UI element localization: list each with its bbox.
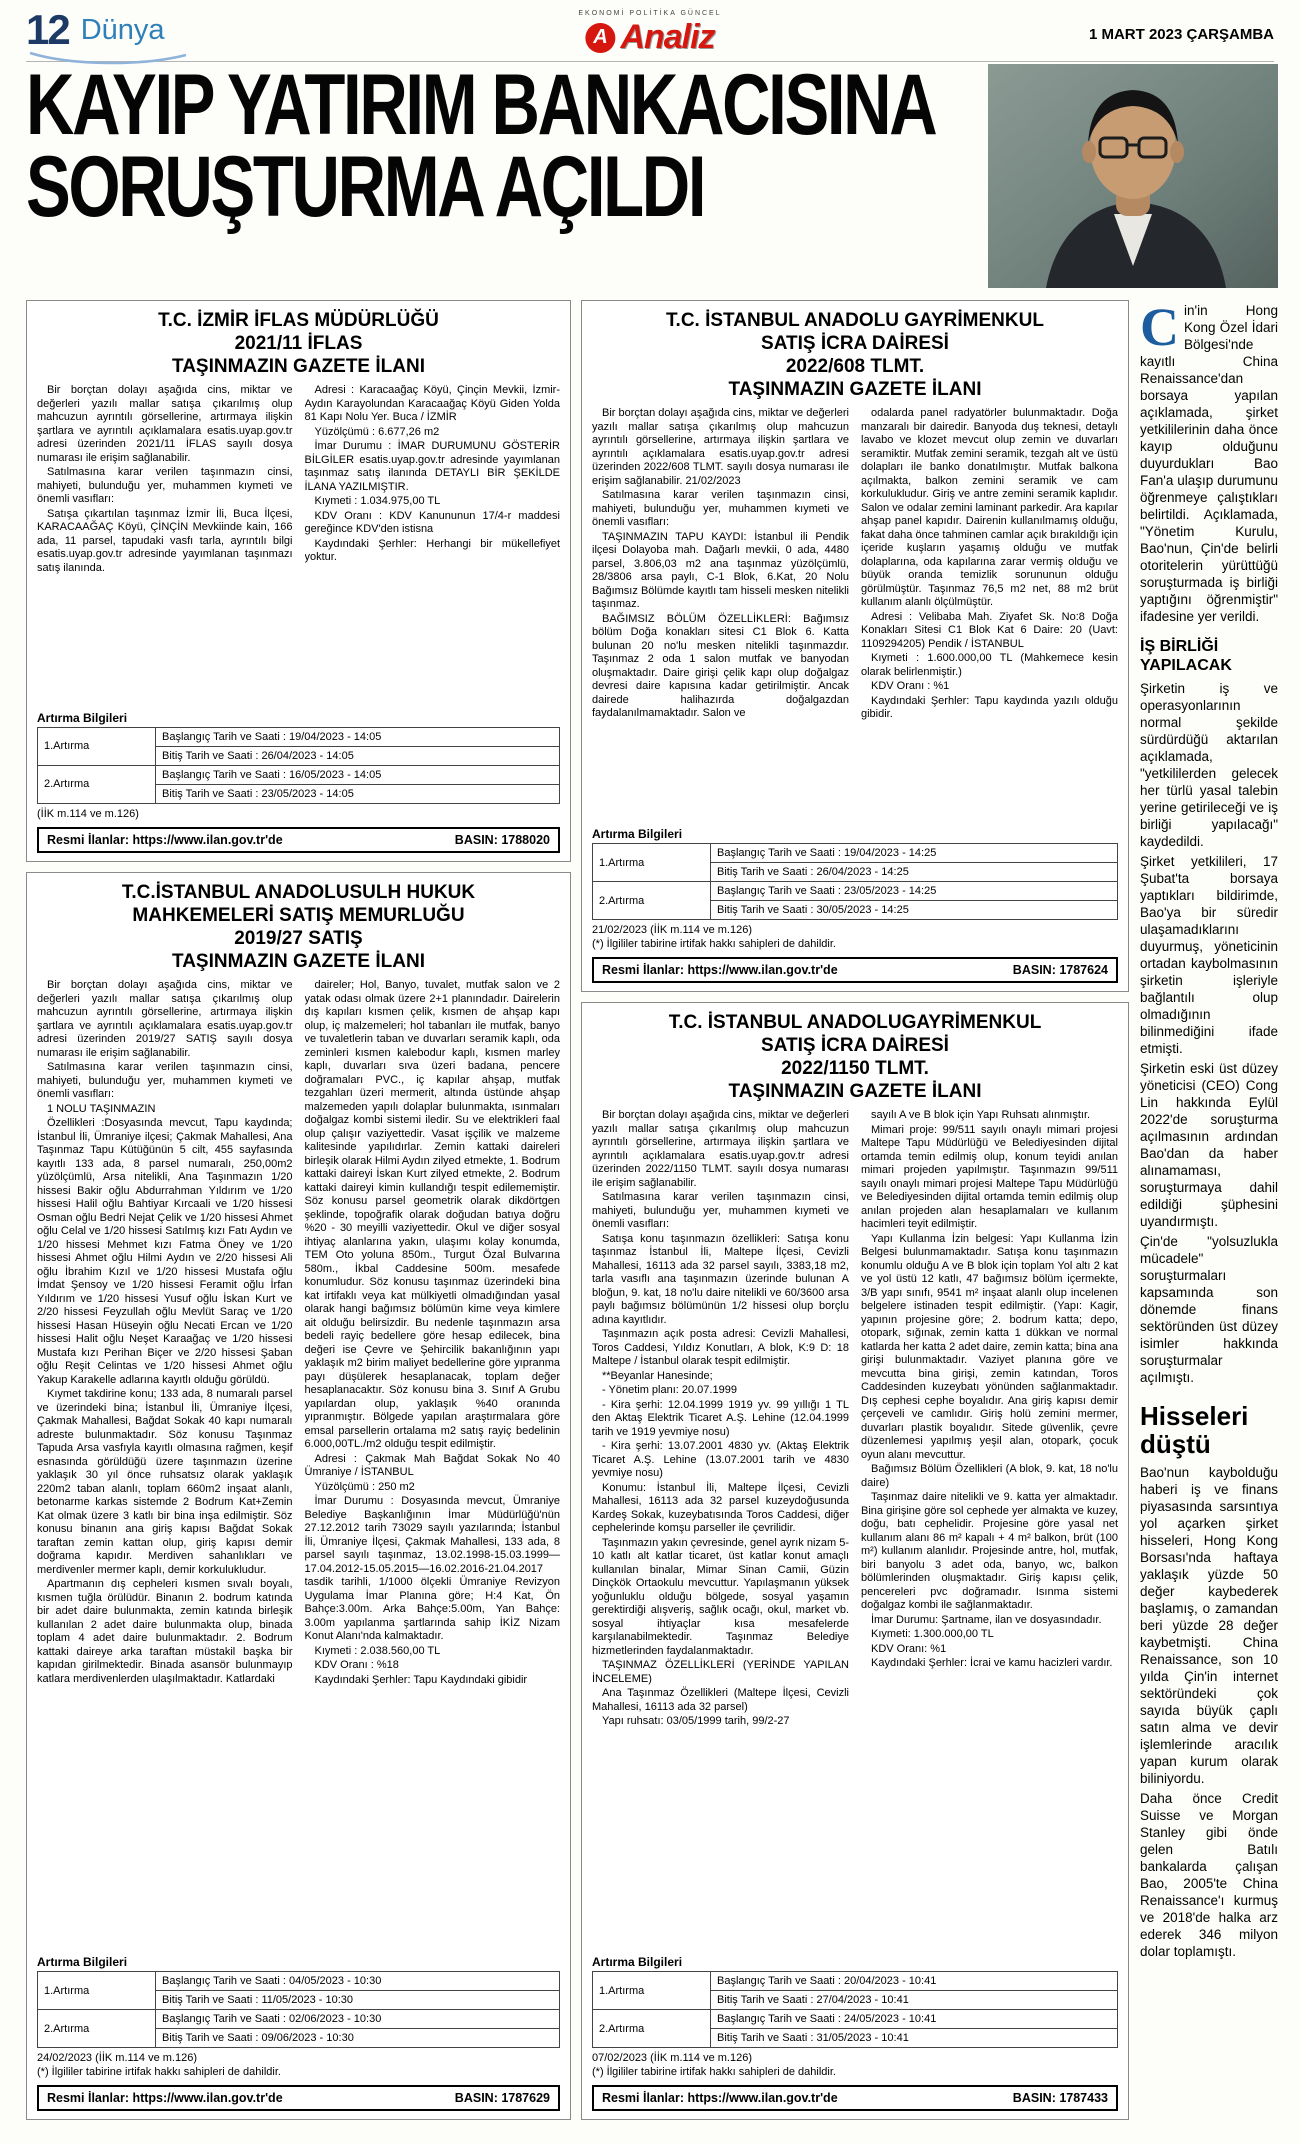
- auction-start-cell: Başlangıç Tarih ve Saati : 20/04/2023 - 10:41: [711, 1972, 1118, 1991]
- paragraph: Yüzölçümü : 6.677,26 m2: [314, 425, 440, 438]
- paragraph: Kıymeti : 2.038.560,00 TL: [314, 1644, 441, 1657]
- auction-info-label: Artırma Bilgileri: [37, 1955, 128, 1969]
- auction-end-cell: Bitiş Tarih ve Saati : 26/04/2023 - 14:05: [156, 746, 560, 765]
- logo-tagline: EKONOMİ POLİTİKA GÜNCEL: [578, 10, 722, 17]
- paragraph: - Kira şerhi: 12.04.1999 1919 yv. 99 yıllığı 1 TL den Aktaş Elektrik Ticaret A.Ş. Lehine (12.04.1999 tarih ve 1919 yevmiye nosu): [592, 1398, 849, 1438]
- paragraph: Mimari proje: 99/511 sayılı onaylı mimari projesi Maltepe Tapu Müdürlüğü ve Belediyesinden dijital ortamda temin edilmiş olup, konum teyidi anılan mimari projeden yapılmıştır. Taşınmazın 99/511 sayılı onaylı mimari projesi Maltepe Tapu Müdürlüğü ve Belediyesinden dijital ortamda temin edilmiş olup anılan projeden alan hesaplamaları ve kullanım hacimleri teyit edilmiştir.: [861, 1123, 1118, 1230]
- basin-number: BASIN: 1788020: [454, 833, 550, 847]
- notice-body: [592, 407, 1118, 822]
- paragraph: KDV Oranı : %18: [314, 1659, 399, 1671]
- paragraph: Kıymet takdirine konu; 133 ada, 8 numaralı parsel ve üzerindeki bina; İstanbul İli, Ümraniye İlçesi, Çakmak Mahallesi, Bağdat Sokak 40 kapı numaralı adreste bulunmaktadır. Söz konusu Taşınmaz Tapuda Arsa vasfıyla kayıtlı olmasına rağmen, keşif esnasında görüldüğü üzere taşınmazın üzerine yaklaşık 30 yıl önce ruhsatsız olarak yaklaşık 220m2 taban alanlı, toplam 660m2 inşaat alanlı, betonarme karkas sistemde 2 Bodrum Kat+Zemin Kat olmak üzere 3 katlı bir bina inşa edilmiştir. Söz konusu binanın ana giriş kapısı Bağdat Sokak taraftan zemin kattan olup, giriş kapısı demir doğrama kapıdır. Merdiven sahanlıkları ve merdivenler mermer kaplı, demir korkulukludur.: [37, 1388, 293, 1576]
- portrait-illustration: [988, 64, 1278, 288]
- notice-footer: [37, 2085, 560, 2111]
- auction-end-cell: Bitiş Tarih ve Saati : 30/05/2023 - 14:25: [711, 901, 1118, 920]
- auction-info-label: Artırma Bilgileri: [37, 710, 128, 725]
- paragraph: Satılmasına karar verilen taşınmazın cinsi, mahiyeti, bulunduğu yer, muhammen kıymeti ve önemli vasıfları:: [37, 466, 293, 505]
- auction-row-name: 1.Artırma: [38, 727, 156, 765]
- page-number: 12: [26, 6, 69, 53]
- auction-table: [37, 727, 560, 804]
- auction-end-cell: Bitiş Tarih ve Saati : 26/04/2023 - 14:25: [711, 863, 1118, 882]
- auction-end-cell: Bitiş Tarih ve Saati : 11/05/2023 - 10:30: [156, 1991, 560, 2010]
- notice-title-line: 2021/11 İFLAS: [234, 333, 363, 354]
- paragraph: Şirketin eski üst düzey yöneticisi (CEO) Cong Lin hakkında Eylül 2022'de soruşturma açılmasının ardından Bao'dan da haber alınamaması, soruşturmaya dahil edildiği şüphesini uyandırmıştı.: [1140, 1061, 1278, 1229]
- notice-footer: [37, 827, 560, 853]
- logo-text: Analiz: [620, 18, 715, 56]
- auction-row-name: 1.Artırma: [38, 1972, 156, 2010]
- auction-start-cell: Başlangıç Tarih ve Saati : 16/05/2023 - 14:05: [156, 765, 560, 784]
- paragraph: Bir borçtan dolayı aşağıda cins, miktar ve değerleri yazılı mallar satışa çıkarılmış olup mahcuzun ayrıntılı görsellerine, artırmaya ilişkin şartlara ve ayrıntılı açıklamalara esatis.uyap.gov.tr adresi üzerinden 2019/27 SATIŞ sayılı dosya numarası ile erişim sağlanabilir.: [37, 979, 293, 1059]
- notice-title: [37, 881, 560, 973]
- paragraph: Yapı ruhsatı: 03/05/1999 tarih, 99/2-27: [602, 1715, 790, 1727]
- notice-column-2: [861, 1109, 1118, 1950]
- note-line: (*) İlgililer tabirine irtifak hakkı sahipleri de dahildir.: [592, 2065, 836, 2078]
- notice-footer: [592, 957, 1118, 983]
- auction-end-cell: Bitiş Tarih ve Saati : 23/05/2023 - 14:05: [156, 784, 560, 803]
- paragraph: sayılı A ve B blok için Yapı Ruhsatı alınmıştır.: [871, 1109, 1091, 1121]
- auction-table: [592, 843, 1118, 920]
- paragraph: Adresi : Karacaağaç Köyü, Çinçin Mevkii, İzmir-Aydın Karayolundan Karacaağaç Köyü Giden Yolda 81 Kapı Nolu Yer. Buca / İZMİR: [304, 384, 560, 423]
- notice-title-line: 2019/27 SATIŞ: [234, 928, 363, 949]
- paragraph: Konumu: İstanbul İli, Maltepe İlçesi, Cevizli Mahallesi, 16113 ada 32 parsel kuzeydoğusunda Kardeş Sokak, kuzeybatısında Toros Caddesi, diğer cephelerinde komşu parseller ile çevrilidir.: [592, 1481, 849, 1534]
- auction-row-name: 1.Artırma: [593, 1972, 711, 2010]
- notice-notes: [592, 924, 1118, 951]
- paragraph: Bir borçtan dolayı aşağıda cins, miktar ve değerleri yazılı mallar satışa çıkarılmış olup mahcuzun ayrıntılı görsellerine, artırmaya ilişkin şartlara ve ayrıntılı açıklamalara esatis.uyap.gov.tr adresi üzerinden 2021/11 İFLAS sayılı dosya numarası ile erişim sağlanabilir.: [37, 384, 293, 464]
- resmi-ilanlar-url: Resmi İlanlar: https://www.ilan.gov.tr'de: [602, 963, 838, 977]
- sidebar-subhead-hisseler: Hisseleri düştü: [1140, 1401, 1249, 1459]
- paragraph: Şirket yetkilileri, 17 Şubat'ta borsaya yaptıkları bildirimde, Bao'ya bir süredir ulaşamadıklarını duyurmuş, yöneticinin ortadan kaybolmasının şirketin işleriyle bağlantılı olup olmadığının bilinmediğini ifade etmişti.: [1140, 854, 1278, 1056]
- paragraph: **Beyanlar Hanesinde;: [602, 1369, 713, 1382]
- paragraph: Bağımsız Bölüm Özellikleri (A blok, 9. kat, 18 no'lu daire): [861, 1463, 1118, 1489]
- legal-notice-anadolu-1150: [581, 1002, 1129, 2120]
- paragraph: Çin'de "yolsuzlukla mücadele" soruşturmaları kapsamında son dönemde finans sektöründen üst düzey isimler hakkında soruşturmalar açılmıştı.: [1140, 1234, 1278, 1385]
- paragraph: Özellikleri :Dosyasında mevcut, Tapu kaydında; İstanbul İli, Ümraniye ilçesi; Çakmak Mahallesi, Ana Taşınmaz Tapu Kütüğünün 5 cilt, 455 sayfasında kayıtlı 133 ada, 8 parsel numaralı, 250,00m2 yüzölçümlü, Arsa nitelikli, Ana Taşınmazın 1/20 hissesi Bakir oğlu Abdurrahman Yıldırım ve 1/20 hissesi Halil oğlu Bahtiyar Kırcaali ve 1/20 hissesi Osman oğlu Bedri Nejat Çelik ve 1/20 hissesi Ahmet oğlu Celal ve 1/20 hissesi Satılmış kızı Fatı Aydın ve 1/20 hissesi Mehmet kızı Fatma Öney ve 1/20 hissesi Ahmet oğlu Hilmi Aydın ve 2/20 hissesi Ali oğlu İbrahim Kızıl ve 1/20 hissesi Mustafa oğlu İmdat Şensoy ve 1/20 hissesi Feramit oğlu İrfan Yıldırım ve 1/20 hissesi Yusuf oğlu İskan Kurt ve 2/20 hissesi Feyzullah oğlu Mevlüt Saraç ve 1/20 hissesi Hasan Hüseyin oğlu Necati Ercan ve 1/20 hissesi Halit oğlu Neşet Karaağaç ve 1/20 hissesi Mustafa kızı Perihan Biçer ve 2/20 hissesi Şaban oğlu Reşit Celintas ve 1/20 hissesi Ahmet oğlu Yakup Karakelle adlarına kayıtlı olduğu görüldü.: [37, 1117, 293, 1386]
- auction-end-cell: Bitiş Tarih ve Saati : 31/05/2023 - 10:41: [711, 2029, 1118, 2048]
- headline-line-1: KAYIP YATIRIM BANKACISINA: [26, 57, 936, 153]
- paragraph: Bao'nun kaybolduğu haberi iş ve finans piyasasında sarsıntıya yol açarken şirket hisseleri, Hong Kong Borsası'nda haftaya yaklaşık yüzde 50 değer kaybederek başlamış, o zamandan beri yüzde 28 değer kaybetmişti. China Renaissance, son 10 yılda Çin'in internet sektöründeki çok sayıda büyük çaplı satın alma ve devir işlemlerinde aracılık yapan kurum olarak biliniyordu.: [1140, 1465, 1278, 1786]
- resmi-ilanlar-url: Resmi İlanlar: https://www.ilan.gov.tr'de: [47, 2091, 283, 2105]
- paragraph: daireler; Hol, Banyo, tuvalet, mutfak salon ve 2 yatak odası olmak üzere 2+1 planındadır. Dairelerin dış kapıları kısmen çelik, kısmen de ahşap kapı olup, iç malzemeleri; hol tabanları ile mutfak, banyo ve tuvaletlerin taban ve duvarları seramik kaplı, oda zeminleri kısmen kalebodur kaplı, kısmen marley kaplı, duvarları sıva üzeri badana, pencere doğramaları PVC., iç kapılar ahşap, mutfak tezgahları üzeri mermerit, altında üstünde ahşap malzemeden yapılı dolaplar bulunmakta, ısınmaları doğalgaz kombi sistemi iledir. Su ve elektrikleri faal olup çalışır vaziyettedir. Vasat işçilik ve malzeme kalitesinde yapılıdırlar. Zemin kattaki daireleri birleşik olarak Hilmi Aydın zilyed etmekte, 1. Bodrum kattaki daireyi İskan Kurt zilyed etmekte, 2. Bodrum kattaki daireyi kimin kullandığı tespit edilememiştir. Söz konusu parsel geometrik olarak dikdörtgen şeklinde, topoğrafik olarak doğudan batıya doğru %20 - 30 meyilli vaziyettedir. Okul ve diğer sosyal ihtiyaç alanlarına yakın, ulaşımı kolay konumda, TEM Oto yoluna 850m., Turgut Özal Bulvarına 580m., İkbal Caddesine 500m. mesafede konumludur. Söz konusu taşınmaz üzerindeki bina kat irtifaklı veya kat mülkiyetli olmadığından yasal olarak hangi bağımsız bölümün kime veya kimlere ait olduğu belirsizdir. Bu nedenle taşınmazın arsa bedeli rayiç bedellere göre hesap edilecek, bina değeri ise Çevre ve Şehircilik bakanlığının yapı yaklaşık m2 birim maliyet bedellerine göre yıpranma payı düşülerek hesaplanacak, toplam değer hesaplanacaktır. Söz konusu bina 3. Sınıf A Grubu yapılardan olup, yaklaşık %40 oranında yıpranmıştır. Bölgede yapılan araştırmalara göre emsal parsellerin ortalama m2 satış rayiç bedelinin 6.000,00TL./m2 olduğu tespit edilmiştir.: [304, 979, 560, 1450]
- notice-title-line: T.C.İSTANBUL ANADOLUSULH HUKUK: [121, 882, 476, 903]
- paragraph: Kaydındaki Şerhler: Tapu Kaydındaki gibidir: [314, 1673, 528, 1686]
- paragraph: BAĞIMSIZ BÖLÜM ÖZELLİKLERİ: Bağımsız bölüm Doğa konakları sitesi C1 Blok 6. Katta bulunan 20 no'lu mesken nitelikli taşınmazdır. Taşınmaz 2 oda 1 salon mutfak ve banyodan oluşmaktadır. Daire girişi çelik kapı olup doğalgaz devresi daire kapısına kadar getirilmiştir. Ancak dairede halihazırda doğalgazdan faydalanılmamaktadır. Salon ve: [592, 612, 849, 719]
- auction-start-cell: Başlangıç Tarih ve Saati : 04/05/2023 - 10:30: [156, 1972, 560, 1991]
- paragraph: Satılmasına karar verilen taşınmazın cinsi, mahiyeti, bulunduğu yer, muhammen kıymeti ve önemli vasıfları:: [592, 1191, 849, 1230]
- note-line: 07/02/2023 (İİK m.114 ve m.126): [592, 2052, 752, 2064]
- paragraph: odalarda panel radyatörler bulunmaktadır. Doğa manzaralı bir dairedir. Banyoda duş teknesi, detaylı lavabo ve klozet mevcut olup zemin ve duvarları seramiktir. Mutfak zemini seramik, tezgah alt ve üstü dolapları ile banko donatılmıştır. Mutfak balkona açılmakta, balkon zemini seramik ve cam korkulukludur. Giriş ve antre zemini seramik kaplıdır. Salon ve odalar zemini laminant parkedir. Ara kapılar ahşap panel kapıdır. Dairenin kullanılmamış olduğu, fakat daha önce tahminen camlar açık bırakıldığı için içeride kuşların yaşamış olduğu ve mutfak dolaplarına, oda kapılarına zarar vermiş olduğu ve büyük oranda temizlik sorununun olduğu görülmüştür. Taşınmaz 76,5 m2 net, 88 m2 brüt kullanım alanlı ölçülmüştür.: [861, 407, 1118, 608]
- drop-cap: C: [1140, 302, 1179, 357]
- news-sidebar: [1140, 302, 1278, 2120]
- paragraph: Satışa çıkartılan taşınmaz İzmir İli, Buca İlçesi, KARACAAĞAÇ Köyü, ÇİNÇİN Mevkiinde kain, 166 ada, 11 parsel, tapudaki vasfı tarla, ayrıntılı bilgi esatis.uyap.gov.tr adresinde yayımlanan taşınmazı satış ilanında.: [37, 507, 293, 574]
- notice-body: [592, 1109, 1118, 1950]
- sidebar-lead-paragraph: [1140, 302, 1278, 625]
- notice-column-2: [305, 979, 561, 1950]
- notice-column-2: [861, 407, 1118, 822]
- auction-start-cell: Başlangıç Tarih ve Saati : 23/05/2023 - 14:25: [711, 882, 1118, 901]
- section-name: Dünya: [80, 14, 165, 46]
- notice-title-line: 2022/608 TLMT.: [785, 356, 925, 377]
- paragraph: Kıymeti : 1.600.000,00 TL (Mahkemece kesin olarak belirlenmiştir.): [861, 652, 1118, 678]
- paragraph: KDV Oranı: %1: [871, 1642, 947, 1655]
- notice-column-1: [592, 407, 849, 822]
- auction-row-name: 2.Artırma: [38, 765, 156, 803]
- paragraph: Kıymeti: 1.300.000,00 TL: [871, 1628, 994, 1640]
- notice-title-line: T.C. İZMİR İFLAS MÜDÜRLÜĞÜ: [158, 310, 439, 331]
- sidebar-section-2: [1140, 1464, 1278, 1960]
- notice-title-line: SATIŞ İCRA DAİRESİ: [761, 1035, 949, 1056]
- resmi-ilanlar-url: Resmi İlanlar: https://www.ilan.gov.tr'de: [47, 833, 283, 847]
- paragraph: Kaydındaki Şerhler: İcrai ve kamu hacizleri vardır.: [871, 1657, 1113, 1669]
- auction-start-cell: Başlangıç Tarih ve Saati : 19/04/2023 - 14:25: [711, 844, 1118, 863]
- main-headline: [26, 57, 1026, 235]
- masthead-left: [26, 8, 165, 52]
- paragraph: TAŞINMAZIN TAPU KAYDI: İstanbul ili Pendik ilçesi Dolayoba mah. Dağarlı mevkii, 0 ada, 4480 parsel, 3.806,03 m2 ana taşınmaz yüzölçümlü, 28/3806 arsa paylı, C-1 Blok, 6.Kat, 20 Nolu Bağımsız Bölümde kayıtlı tam hisseli mesken nitelikli taşınmaz.: [592, 530, 849, 610]
- logo-row: [578, 18, 721, 57]
- notice-column-1: [37, 384, 293, 706]
- notice-title: [592, 1011, 1118, 1103]
- notice-title-line: TAŞINMAZIN GAZETE İLANI: [728, 1081, 982, 1102]
- legal-notice-izmir-iflas: [26, 300, 571, 862]
- sidebar-section-1: [1140, 680, 1278, 1386]
- notice-notes: [592, 2052, 1118, 2079]
- notice-column-1: [37, 979, 293, 1950]
- basin-number: BASIN: 1787433: [1012, 2091, 1108, 2105]
- paragraph: Yapı Kullanma İzin belgesi: Yapı Kullanma İzin Belgesi bulunmamaktadır. Satışa konu taşınmazın konumlu olduğu A ve B blok için toplam Yol altı 2 kat ve yol üstü 12 katlı, 47 bağımsız bölüm içermekte, 3/B yapı sınıfı, 9541 m² inşaat alanlı olup incelenen belgelere istinaden tespit edilmiştir. (Yapı: Kagir, yapının projesine göre; 2. bodrum katta; depo, otopark, sığınak, zemin katta 1 dükkan ve normal katlarda her katta 2 adet daire, zemin katta; bina ana girişi bulunmaktadır. Vaziyet planına göre ve mevcutta bina girişi, zemin katından, Toros Caddesinden kuzeybatı yönünden sağlanmaktadır. Dış cephesi cephe boyalıdır. Ana giriş kapısı demir çerçeveli ve camlıdır. Giriş holü zemini mermer, duvarları plastik boyalıdır. Sitede güvenlik, çevre düzenlemesi yapılmış yeşil alan, otopark, çocuk oyun alanı mevcuttur.: [861, 1232, 1118, 1461]
- auction-row-name: 2.Artırma: [593, 2010, 711, 2048]
- paragraph: KDV Oranı : %1: [871, 680, 950, 692]
- notice-title-line: TAŞINMAZIN GAZETE İLANI: [172, 356, 425, 377]
- paragraph: KDV Oranı : KDV Kanununun 17/4-r maddesi gereğince KDV'den istisna: [304, 509, 560, 535]
- note-line: (İİK m.114 ve m.126): [37, 807, 139, 820]
- newspaper-logo: [578, 10, 721, 57]
- notice-title-line: MAHKEMELERİ SATIŞ MEMURLUĞU: [132, 905, 465, 926]
- notice-notes: [37, 2052, 560, 2079]
- notice-title: [37, 309, 560, 378]
- auction-info-label: Artırma Bilgileri: [592, 827, 683, 841]
- paragraph: Taşınmazın yakın çevresinde, genel ayrık nizam 5-10 katlı alt katlar ticaret, üst katlar konut amaçlı kullanılan binalar, Mimar Sinan Camii, Güzin Dinçkök Ortaokulu mevcuttur. Yapılaşmanın yüksek yoğunluklu olduğu bölgede, sosyal yaşamın gerektirdiği alışveriş, sağlık ocağı, okul, market vb. sosyal ihtiyaçlar kısa mesafelerde karşılanabilmektedir. Taşınmaz Belediye hizmetlerinden faydalanmaktadır.: [592, 1536, 849, 1657]
- paragraph: Satılmasına karar verilen taşınmazın cinsi, mahiyeti, bulunduğu yer, muhammen kıymeti ve önemli vasıfları:: [37, 1061, 293, 1100]
- auction-table: [37, 1971, 560, 2048]
- notice-title: [592, 309, 1118, 401]
- paragraph: Bir borçtan dolayı aşağıda cins, miktar ve değerleri yazılı mallar satışa çıkarılmış olup mahcuzun ayrıntılı görsellerine, artırmaya ilişkin şartlara ve ayrıntılı açıklamalara esatis.uyap.gov.tr adresi üzerinden 2022/1150 TLMT. sayılı dosya numarası ile erişim sağlanabilir.: [592, 1109, 849, 1189]
- logo-emblem-icon: A: [585, 23, 615, 53]
- paragraph: Kaydındaki Şerhler: Tapu kaydında yazılı olduğu gibidir.: [861, 694, 1118, 720]
- notice-footer: [592, 2085, 1118, 2111]
- auction-row-name: 2.Artırma: [38, 2010, 156, 2048]
- paragraph: Adresi : Velibaba Mah. Ziyafet Sk. No:8 Doğa Konakları Sitesi C1 Blok Kat 6 Daire: 20 (Uavt: 1109294205) Pendik / İSTANBUL: [861, 610, 1118, 650]
- paragraph: Şirketin iş ve operasyonlarının normal şekilde sürdürdüğü aktarılan açıklamada, "yetkililerden gelecek her türlü yasal talebin yerine getirileceği ve iş birliği yapılacağı" kaydedildi.: [1140, 681, 1278, 849]
- notice-title-line: 2022/1150 TLMT.: [781, 1058, 929, 1079]
- notice-title-line: TAŞINMAZIN GAZETE İLANI: [172, 951, 425, 972]
- paragraph: Adresi : Çakmak Mah Bağdat Sokak No 40 Ümraniye / İSTANBUL: [304, 1452, 560, 1478]
- auction-info-label: Artırma Bilgileri: [592, 1955, 683, 1969]
- auction-start-cell: Başlangıç Tarih ve Saati : 24/05/2023 - 10:41: [711, 2010, 1118, 2029]
- notice-body: [37, 384, 560, 706]
- paragraph: Satılmasına karar verilen taşınmazın cinsi, mahiyeti, bulunduğu yer, muhammen kıymeti ve önemli vasıfları:: [592, 489, 849, 528]
- auction-row-name: 2.Artırma: [593, 882, 711, 920]
- resmi-ilanlar-url: Resmi İlanlar: https://www.ilan.gov.tr'de: [602, 2091, 838, 2105]
- paragraph: İmar Durumu: Şartname, ilan ve dosyasındadır.: [871, 1613, 1102, 1626]
- auction-end-cell: Bitiş Tarih ve Saati : 09/06/2023 - 10:30: [156, 2029, 560, 2048]
- notice-body: [37, 979, 560, 1950]
- paragraph: Taşınmaz daire nitelikli ve 9. katta yer almaktadır. Bina girişine göre sol cephede yer almakta ve kuzey, doğu, batı cephelidir. Projesine göre yasal net kullanım alanı 86 m² kapalı + 4 m² balkon, brüt (100 m²) kullanım alanlıdır. Projesinde antre, hol, mutfak, biri banyolu 3 adet oda, banyo, wc, balkon bölümlerinden oluşmaktadır. Giriş kapısı çelik, pencereleri pvc doğramadır. Isınma sistemi doğalgaz kombi ile sağlanmaktadır.: [861, 1491, 1118, 1611]
- paragraph: 1 NOLU TAŞINMAZIN: [47, 1102, 156, 1115]
- basin-number: BASIN: 1787624: [1012, 963, 1108, 977]
- article-photo: [988, 64, 1278, 288]
- masthead: [26, 8, 1274, 62]
- paragraph: Taşınmazın açık posta adresi: Cevizli Mahallesi, Toros Caddesi, Yıldız Konutları, A blok, K:9 D: 18 Maltepe / İstanbul olarak tespit edilmiştir.: [592, 1328, 849, 1367]
- paragraph: Apartmanın dış cepheleri kısmen sıvalı boyalı, kısmen tuğla örülüdür. Binanın 2. bodrum katında bir adet daire bulunmakta, zemin katında birleşik kullanılan 2 adet daire bulunmakta olup, binada toplam 4 adet daire bulunmaktadır. 2. Bodrum kattaki daireye arka taraftan müstakil başka bir kapıdan girilmektedir. Binada asansör bulunmayıp katlara merdivenlerden ulaşılmaktadır. Katlardaki: [37, 1578, 293, 1685]
- auction-table: [592, 1971, 1118, 2048]
- notice-title-line: T.C. İSTANBUL ANADOLUGAYRİMENKUL: [668, 1012, 1042, 1033]
- notice-notes: [37, 808, 560, 822]
- auction-start-cell: Başlangıç Tarih ve Saati : 02/06/2023 - 10:30: [156, 2010, 560, 2029]
- note-line: (*) İlgililer tabirine irtifak hakkı sahipleri de dahildir.: [592, 937, 836, 950]
- paragraph: İmar Durumu : İMAR DURUMUNU GÖSTERİR BİLGİLER esatis.uyap.gov.tr adresinde yayımlanan taşınmaz satış ilanında DETAYLI BİR ŞEKİLDE İLANA YAZILMIŞTIR.: [304, 440, 560, 493]
- note-line: 21/02/2023 (İİK m.114 ve m.126): [592, 924, 752, 936]
- paragraph: TAŞINMAZ ÖZELLİKLERİ (YERİNDE YAPILAN İNCELEME): [592, 1659, 849, 1685]
- notice-column-1: [592, 1109, 849, 1950]
- paragraph: - Yönetim planı: 20.07.1999: [602, 1384, 737, 1396]
- auction-end-cell: Bitiş Tarih ve Saati : 27/04/2023 - 10:41: [711, 1991, 1118, 2010]
- issue-date: 1 MART 2023 ÇARŞAMBA: [1088, 26, 1274, 43]
- auction-row-name: 1.Artırma: [593, 844, 711, 882]
- notice-title-line: T.C. İSTANBUL ANADOLU GAYRİMENKUL: [666, 310, 1044, 331]
- note-line: 24/02/2023 (İİK m.114 ve m.126): [37, 2052, 197, 2064]
- paragraph: Daha önce Credit Suisse ve Morgan Stanley gibi önde gelen Batılı bankalarda çalışan Bao, 2005'te China Renaissance'ı kurmuş ve 2018'de halka arz ederek 346 milyon dolar toplamıştı.: [1140, 1791, 1278, 1959]
- paragraph: Kıymeti : 1.034.975,00 TL: [314, 495, 441, 507]
- lead-text: in'in Hong Kong Özel İdari Bölgesi'nde kayıtlı China Renaissance'dan borsaya yapılan açıklamada, şirket yetkililerinin daha önce kayıp olduğunu duyurdukları Bao Fan'a ulaşıp durumunu öğrenmeye çalıştıkları belirtildi. Açıklamada, "Yönetim Kurulu, Bao'nun, Çin'de belirli otoritelerin yürüttüğü soruşturmada iş birliği yaptığını öğrenmiştir" ifadesine yer verildi.: [1140, 303, 1278, 624]
- paragraph: Kaydındaki Şerhler: Herhangi bir mükellefiyet yoktur.: [304, 537, 560, 563]
- notice-column-2: [305, 384, 561, 706]
- notice-title-line: TAŞINMAZIN GAZETE İLANI: [728, 379, 982, 400]
- notice-title-line: SATIŞ İCRA DAİRESİ: [761, 333, 949, 354]
- note-line: (*) İlgililer tabirine irtifak hakkı sahipleri de dahildir.: [37, 2065, 281, 2078]
- auction-start-cell: Başlangıç Tarih ve Saati : 19/04/2023 - 14:05: [156, 727, 560, 746]
- paragraph: Satışa konu taşınmazın özellikleri: Satışa konu taşınmaz İstanbul İli, Maltepe İlçesi, Cevizli Mahallesi, 16113 ada 32 parsel sayılı, 3383,18 m2, tarla vasıflı ana taşınmazın üzerinde bulunan A bloğun, 9. kat, 18 no'lu daire nitelikli ve 60/3600 arsa paylı bağımsız bölümünün 1/2 hissesi olup borçlu adına kayıtlıdır.: [592, 1232, 849, 1326]
- paragraph: Yüzölçümü : 250 m2: [314, 1480, 415, 1493]
- paragraph: İmar Durumu : Dosyasında mevcut, Ümraniye Belediye Başkanlığının İmar Müdürlüğü'nün 27.12.2012 tarih 73029 sayılı yazılarında; İstanbul İli, Ümraniye İlçesi, Çakmak Mahallesi, 133 ada, 8 parsel sayılı taşınmaz, 13.02.1998-15.03.1999—17.04.2012-15.05.2015—16.02.2016-21.04.2017 tasdik tarihli, 1/1000 ölçekli Ümraniye Revizyon Uygulama İmar Planına göre; H:4 Kat, Ön Bahçe:3.00m. Arka Bahçe:5.00m, Yan Bahçe: 3.00m yapılanma şartlarında sahip İKİZ Nizam Konut Alanı'nda kalmaktadır.: [304, 1495, 560, 1642]
- paragraph: - Kira şerhi: 13.07.2001 4830 yv. (Aktaş Elektrik Ticaret A.Ş. Lehine (13.07.2001 tarih ve 4830 yevmiye nosu): [592, 1440, 849, 1479]
- headline-line-2: SORUŞTURMA AÇILDI: [26, 139, 705, 235]
- legal-notice-anadolu-608: [581, 300, 1129, 992]
- basin-number: BASIN: 1787629: [454, 2091, 550, 2105]
- paragraph: Ana Taşınmaz Özellikleri (Maltepe İlçesi, Cevizli Mahallesi, 16113 ada 32 parsel): [592, 1687, 849, 1713]
- sidebar-subhead-isbirligi: İŞ BİRLİĞİ YAPILACAK: [1140, 638, 1232, 674]
- paragraph: Bir borçtan dolayı aşağıda cins, miktar ve değerleri yazılı mallar satışa çıkarılmış olup mahcuzun ayrıntılı görsellerine, artırmaya ilişkin şartlara ve ayrıntılı açıklamalara esatis.uyap.gov.tr adresi üzerinden 2022/608 TLMT. sayılı dosya numarası ile erişim sağlanabilir. 21/02/2023: [592, 407, 849, 487]
- legal-notice-sulh-hukuk: [26, 872, 571, 2120]
